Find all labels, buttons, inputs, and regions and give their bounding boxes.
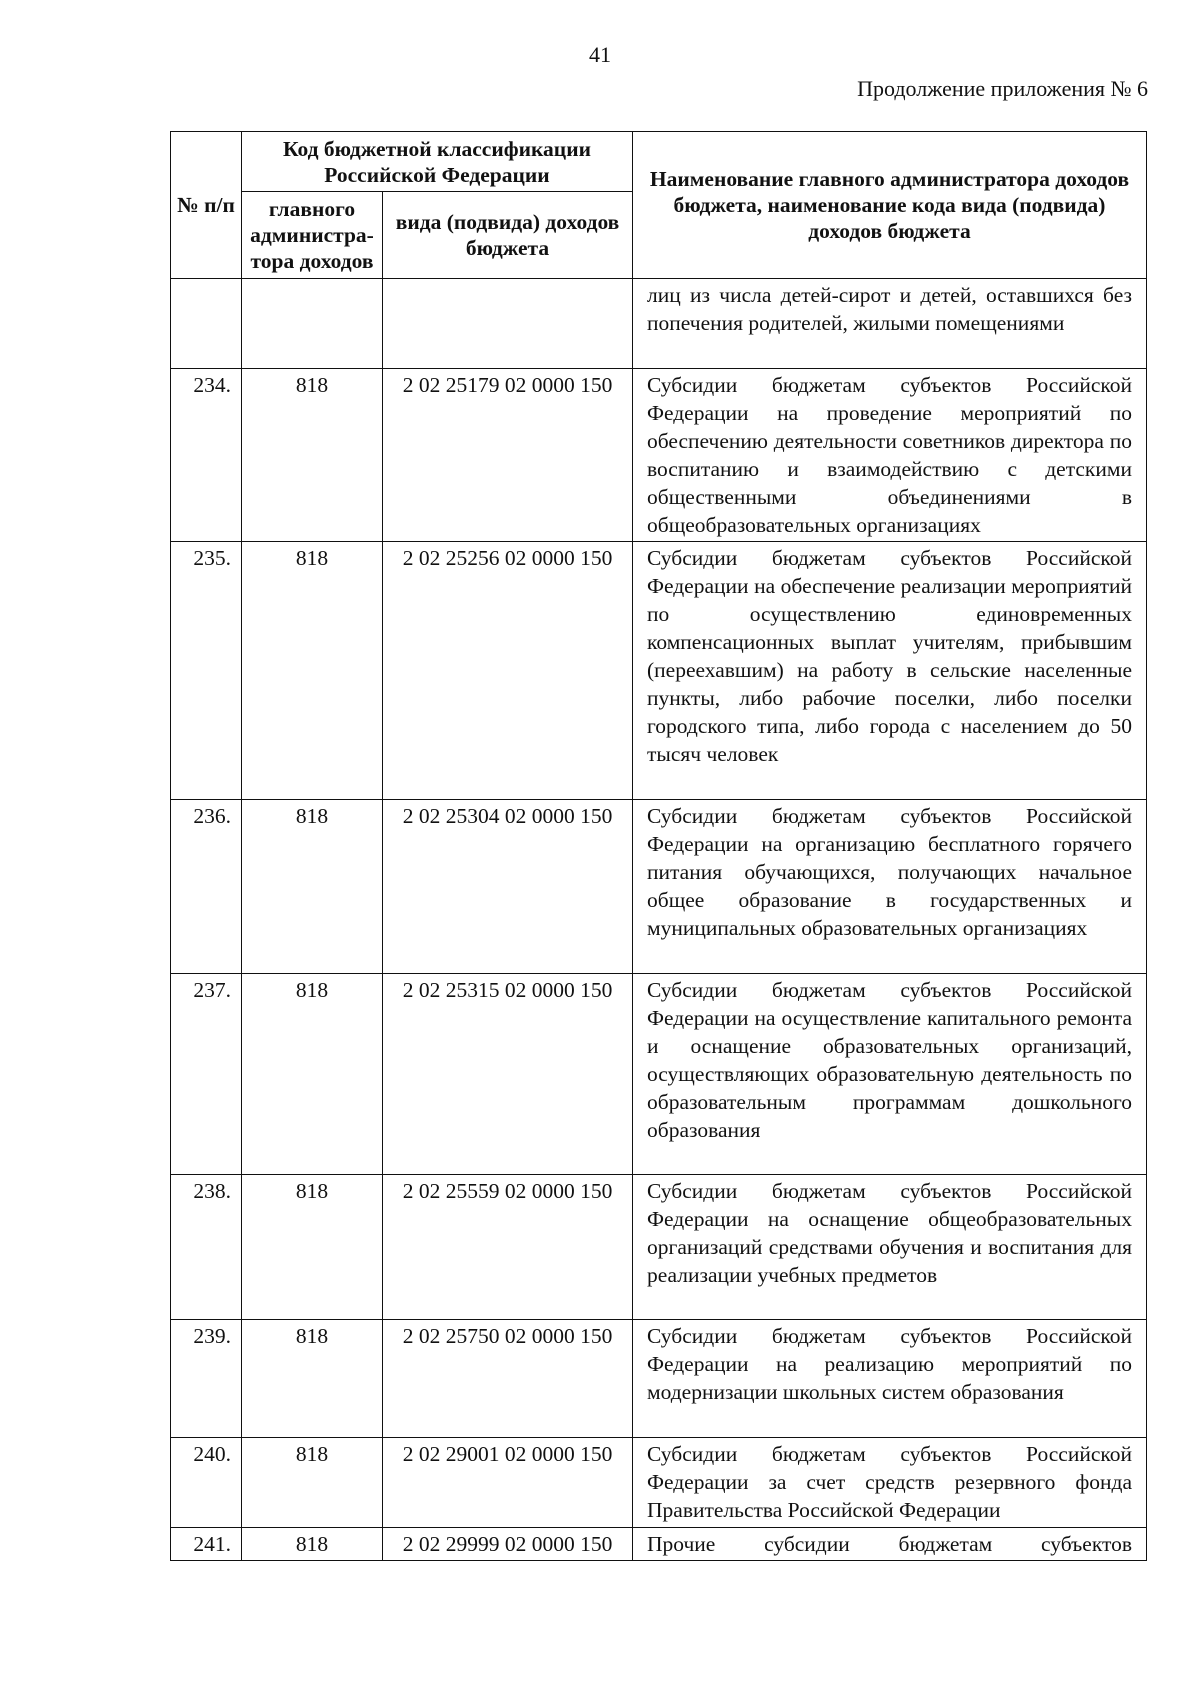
row-revenue-name: Субсидии бюджетам субъектов Российской Федерации за счет средств резервного фонда Правительства Российской Федерации [633, 1438, 1147, 1528]
row-revenue-name: Субсидии бюджетам субъектов Российской Федерации на оснащение общеобразовательных организаций средствами обучения и воспитания для реализации учебных предметов [633, 1175, 1147, 1320]
table-row [171, 369, 1147, 542]
row-revenue-code: 2 02 25559 02 0000 150 [383, 1175, 633, 1320]
row-number: 240. [171, 1438, 242, 1528]
row-admin-code: 818 [242, 369, 383, 542]
table-row [171, 1438, 1147, 1528]
row-admin-code: 818 [242, 1438, 383, 1528]
row-revenue-name: лиц из числа детей-сирот и детей, оставшихся без попечения родителей, жилыми помещениями [633, 279, 1147, 369]
row-revenue-name: Субсидии бюджетам субъектов Российской Федерации на обеспечение реализации мероприятий по осуществлению единовременных компенсационных выплат учителям, прибывшим (переехавшим) на работу в сельские населенные пункты, либо рабочие поселки, либо поселки городского типа, либо города с населением до 50 тысяч человек [633, 542, 1147, 800]
row-revenue-name: Субсидии бюджетам субъектов Российской Федерации на осуществление капитального ремонта и оснащение образовательных организаций, осуществляющих образовательную деятельность по образовательным программам дошкольного образования [633, 974, 1147, 1175]
header-number: № п/п [171, 132, 242, 279]
table-row [171, 1320, 1147, 1438]
row-revenue-name: Субсидии бюджетам субъектов Российской Федерации на реализацию мероприятий по модернизации школьных систем образования [633, 1320, 1147, 1438]
row-number: 234. [171, 369, 242, 542]
row-number: 235. [171, 542, 242, 800]
table-row [171, 800, 1147, 974]
row-revenue-code: 2 02 29999 02 0000 150 [383, 1528, 633, 1561]
row-revenue-code: 2 02 25179 02 0000 150 [383, 369, 633, 542]
header-budget-code-group: Код бюджетной классификации Российской Федерации [242, 132, 633, 192]
budget-classification-table [170, 131, 1147, 1561]
row-revenue-name: Субсидии бюджетам субъектов Российской Федерации на проведение мероприятий по обеспечению деятельности советников директора по воспитанию и взаимодействию с детскими общественными объединениями в общеобразовательных организациях [633, 369, 1147, 542]
table-row [171, 974, 1147, 1175]
row-number: 236. [171, 800, 242, 974]
row-number [171, 279, 242, 369]
table-row [171, 1175, 1147, 1320]
page-number: 41 [589, 42, 611, 67]
row-number: 238. [171, 1175, 242, 1320]
header-revenue-name: Наименование главного администратора доходов бюджета, наименование кода вида (подвида) доходов бюджета [633, 132, 1147, 279]
row-number: 239. [171, 1320, 242, 1438]
row-revenue-code: 2 02 25256 02 0000 150 [383, 542, 633, 800]
row-revenue-name: Субсидии бюджетам субъектов Российской Федерации на организацию бесплатного горячего питания обучающихся, получающих начальное общее образование в государственных и муниципальных образовательных организациях [633, 800, 1147, 974]
table-row [171, 542, 1147, 800]
row-revenue-code: 2 02 25304 02 0000 150 [383, 800, 633, 974]
row-admin-code: 818 [242, 542, 383, 800]
appendix-continuation-label: Продолжение приложения № 6 [857, 76, 1148, 101]
row-admin-code: 818 [242, 800, 383, 974]
table-row [171, 1528, 1147, 1561]
row-admin-code [242, 279, 383, 369]
row-revenue-code: 2 02 25315 02 0000 150 [383, 974, 633, 1175]
row-revenue-code [383, 279, 633, 369]
row-revenue-code: 2 02 29001 02 0000 150 [383, 1438, 633, 1528]
row-admin-code: 818 [242, 1320, 383, 1438]
row-number: 241. [171, 1528, 242, 1561]
row-revenue-code: 2 02 25750 02 0000 150 [383, 1320, 633, 1438]
row-admin-code: 818 [242, 974, 383, 1175]
table-row [171, 279, 1147, 369]
row-revenue-name: Прочие субсидии бюджетам субъектов [633, 1528, 1147, 1561]
row-admin-code: 818 [242, 1528, 383, 1561]
row-number: 237. [171, 974, 242, 1175]
row-admin-code: 818 [242, 1175, 383, 1320]
header-revenue-type: вида (подвида) доходов бюджета [383, 192, 633, 279]
header-main-administrator: главного администра-тора доходов [242, 192, 383, 279]
